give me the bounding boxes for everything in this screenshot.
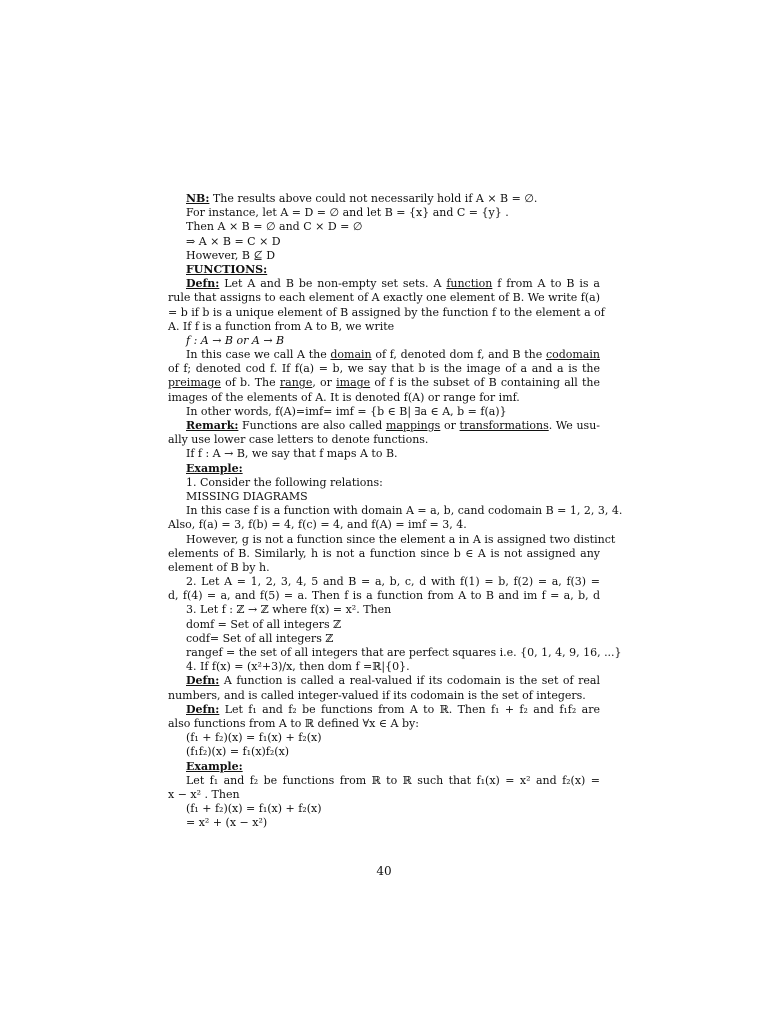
text-line bbox=[168, 504, 623, 518]
text-segment: rangef = the set of all integers that are perfect squares i.e. {0, 1, 4, 9, 16, ...} bbox=[186, 646, 622, 659]
text-line bbox=[168, 305, 605, 320]
text-segment: f : A → B or A → B bbox=[186, 333, 285, 347]
text-segment: 2. Let A = 1, 2, 3, 4, 5 and B = a, b, c, d with f(1) = b, f(2) = a, f(3) = bbox=[186, 575, 600, 589]
text-line bbox=[168, 717, 600, 731]
text-segment: (f₁ + f₂)(x) = f₁(x) + f₂(x) bbox=[186, 731, 322, 745]
text-line bbox=[168, 220, 600, 234]
text-line bbox=[168, 405, 600, 419]
text-line bbox=[168, 603, 600, 617]
text-segment: (f₁f₂)(x) = f₁(x)f₂(x) bbox=[186, 745, 290, 759]
text-line bbox=[168, 774, 600, 788]
text-line bbox=[168, 816, 600, 830]
text-segment: MISSING DIAGRAMS bbox=[186, 489, 308, 503]
text-segment: Defn: bbox=[186, 277, 220, 291]
text-segment: codomain bbox=[545, 348, 600, 362]
text-segment: of f; denoted cod f. If f(a) = b, we say that b is the image of a and a is the bbox=[168, 362, 600, 376]
text-line bbox=[168, 376, 600, 390]
text-line bbox=[168, 674, 600, 688]
text-segment: f from A to B is a bbox=[492, 277, 600, 291]
text-segment: Let A and B be non-empty set sets. A bbox=[219, 277, 447, 291]
text-segment: = b if b is a unique element of B assigned by the function f to the element a of bbox=[168, 305, 605, 319]
text-segment: element of B by h. bbox=[168, 560, 270, 574]
page-number: 40 bbox=[376, 864, 392, 878]
text-segment: Functions are also called bbox=[238, 419, 386, 432]
text-line bbox=[168, 561, 600, 575]
text-segment: Then A × B = ∅ and C × D = ∅ bbox=[186, 220, 363, 234]
text-segment: = x² + (x − x²) bbox=[186, 816, 268, 830]
text-segment: A function is called a real-valued if its codomain is the set of real bbox=[219, 674, 600, 688]
text-segment: Defn: bbox=[186, 674, 220, 688]
text-line bbox=[168, 660, 600, 674]
text-line bbox=[168, 462, 600, 476]
text-line bbox=[168, 618, 600, 632]
text-line bbox=[168, 760, 600, 774]
text-segment: preimage bbox=[168, 376, 221, 390]
text-line bbox=[168, 433, 600, 447]
text-segment: In other words, f(A)=imf= imf = {b ∈ B| ∃a ∈ A, b = f(a)} bbox=[186, 404, 507, 418]
text-segment: 4. If f(x) = (x²+3)/x, then dom f =ℝ|{0}. bbox=[186, 660, 410, 674]
text-line bbox=[168, 490, 600, 504]
text-segment: d, f(4) = a, and f(5) = a. Then f is a function from A to B and im f = a, b, d bbox=[168, 589, 600, 603]
text-line bbox=[168, 745, 600, 759]
text-segment: image bbox=[336, 376, 371, 390]
text-segment: rule that assigns to each element of A exactly one element of B. We write f(a) bbox=[168, 291, 600, 305]
text-segment: elements of B. Similarly, h is not a function since b ∈ A is not assigned any bbox=[168, 546, 600, 560]
text-segment: Defn: bbox=[186, 702, 220, 716]
text-line bbox=[168, 689, 600, 703]
text-line bbox=[168, 532, 616, 547]
text-segment: If f : A → B, we say that f maps A to B. bbox=[186, 447, 398, 461]
text-line bbox=[168, 206, 600, 220]
text-segment: ⇒ A × B = C × D bbox=[186, 234, 281, 248]
text-line bbox=[168, 802, 600, 816]
text-segment: transformations bbox=[459, 419, 549, 432]
text-segment: images of the elements of A. It is denoted f(A) or range for imf. bbox=[168, 390, 520, 404]
text-segment: also functions from A to ℝ defined ∀x ∈ A by: bbox=[168, 716, 419, 730]
text-line bbox=[168, 518, 600, 532]
text-segment: , or bbox=[312, 376, 337, 390]
text-line bbox=[168, 575, 600, 589]
text-line bbox=[168, 291, 600, 305]
text-line bbox=[168, 419, 600, 433]
text-line bbox=[168, 362, 600, 376]
text-segment: x − x² . Then bbox=[168, 787, 240, 801]
text-line bbox=[168, 447, 600, 461]
text-segment: In this case f is a function with domain A = a, b, cand codomain B = 1, 2, 3, 4. bbox=[186, 504, 623, 518]
text-segment: of b. The bbox=[220, 376, 280, 390]
text-line bbox=[168, 249, 600, 263]
page-body bbox=[168, 192, 623, 830]
text-line bbox=[168, 632, 600, 646]
text-segment: of f is the subset of B containing all the bbox=[370, 376, 601, 390]
text-segment: Remark: bbox=[186, 419, 239, 432]
text-segment: Example: bbox=[186, 461, 243, 475]
text-line bbox=[168, 263, 600, 277]
text-segment: (f₁ + f₂)(x) = f₁(x) + f₂(x) bbox=[186, 802, 322, 816]
text-line bbox=[168, 320, 600, 334]
text-line bbox=[168, 391, 600, 405]
text-segment: Also, f(a) = 3, f(b) = 4, f(c) = 4, and f(A) = imf = 3, 4. bbox=[168, 518, 467, 532]
text-line bbox=[168, 703, 600, 717]
text-segment: range bbox=[279, 376, 313, 390]
text-line bbox=[168, 788, 600, 802]
text-segment: The results above could not necessarily hold if A × B = ∅. bbox=[209, 192, 538, 205]
text-segment: Example: bbox=[186, 759, 243, 773]
text-segment: A. If f is a function from A to B, we write bbox=[168, 319, 395, 333]
text-segment: 3. Let f : ℤ → ℤ where f(x) = x². Then bbox=[186, 603, 392, 617]
text-segment: numbers, and is called integer-valued if its codomain is the set of integers. bbox=[168, 688, 586, 702]
text-line bbox=[168, 731, 600, 745]
text-segment: 1. Consider the following relations: bbox=[186, 475, 383, 489]
text-line bbox=[168, 476, 600, 490]
text-segment: For instance, let A = D = ∅ and let B = {x} and C = {y} . bbox=[186, 206, 509, 220]
text-segment: . We usu- bbox=[548, 419, 601, 432]
text-line bbox=[168, 192, 600, 206]
text-segment: or bbox=[440, 419, 460, 432]
text-line bbox=[168, 348, 600, 362]
text-line bbox=[168, 235, 600, 249]
text-segment: FUNCTIONS: bbox=[186, 262, 268, 276]
text-segment: In this case we call A the bbox=[186, 348, 331, 362]
text-line bbox=[168, 277, 600, 291]
text-segment: codf= Set of all integers ℤ bbox=[186, 631, 334, 645]
text-segment: NB: bbox=[186, 192, 210, 205]
text-segment: However, B ⊈ D bbox=[186, 248, 276, 262]
text-line bbox=[168, 334, 600, 348]
text-segment: domain bbox=[330, 348, 372, 362]
text-segment: function bbox=[446, 277, 493, 291]
text-line bbox=[168, 646, 622, 660]
text-segment: domf = Set of all integers ℤ bbox=[186, 617, 342, 631]
text-segment: ally use lower case letters to denote functions. bbox=[168, 433, 429, 447]
text-segment: mappings bbox=[385, 419, 441, 432]
text-segment: Let f₁ and f₂ be functions from ℝ to ℝ such that f₁(x) = x² and f₂(x) = bbox=[186, 773, 600, 787]
text-line bbox=[168, 547, 600, 561]
text-line bbox=[168, 589, 600, 603]
text-segment: of f, denoted dom f, and B the bbox=[371, 348, 546, 362]
text-segment: However, g is not a function since the element a in A is assigned two distinct bbox=[186, 532, 616, 546]
text-segment: Let f₁ and f₂ be functions from A to ℝ. Then f₁ + f₂ and f₁f₂ are bbox=[219, 702, 600, 716]
